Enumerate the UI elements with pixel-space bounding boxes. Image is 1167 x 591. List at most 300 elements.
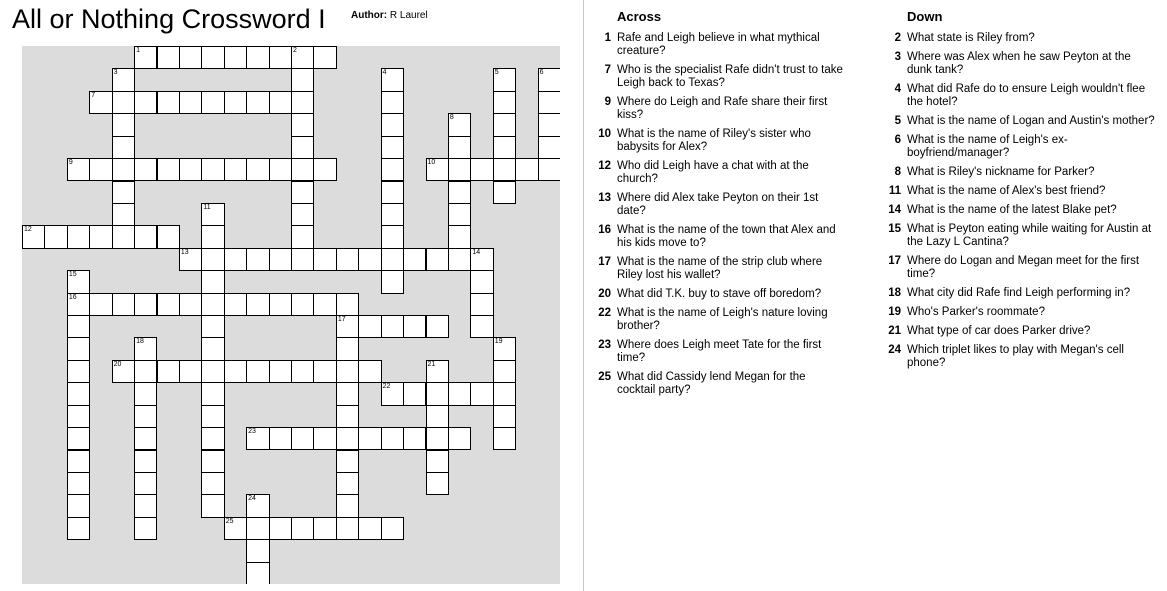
grid-cell[interactable] [246,360,269,383]
grid-cell[interactable] [269,158,292,181]
grid-cell[interactable] [201,427,224,450]
across-clue-13[interactable] [591,192,847,218]
clue-text: What type of car does Parker drive? [907,325,1091,337]
grid-cell[interactable] [515,158,538,181]
grid-cell[interactable] [493,136,516,159]
cell-number: 8 [449,114,454,122]
grid-cell[interactable] [358,427,381,450]
across-clue-7[interactable] [591,64,847,90]
grid-cell[interactable] [381,517,404,540]
cell-number: 23 [248,428,256,436]
grid-cell[interactable] [67,315,90,338]
grid-cell[interactable] [179,293,202,316]
across-clue-12[interactable] [591,160,847,186]
grid-cell[interactable] [67,158,90,181]
cell-number: 1 [136,47,140,54]
cell-number: 7 [91,91,96,99]
clue-number: 2 [894,32,901,44]
grid-cell[interactable] [358,248,381,271]
grid-cell[interactable] [538,136,560,159]
grid-cell[interactable] [448,248,471,271]
down-clue-list [881,32,1157,376]
grid-cell[interactable] [336,360,359,383]
grid-cell[interactable] [201,158,224,181]
grid-cell[interactable] [336,337,359,360]
grid-cell[interactable] [448,225,471,248]
grid-cell[interactable] [313,248,336,271]
clue-text: Where was Alex when he saw Peyton at the dunk tank? [907,51,1131,76]
clue-number: 4 [894,83,901,95]
down-clue-19[interactable] [881,306,1157,319]
grid-cell[interactable] [291,360,314,383]
grid-cell[interactable] [448,136,471,159]
grid-cell[interactable] [134,450,157,473]
grid-cell[interactable] [224,517,247,540]
grid-cell[interactable] [224,158,247,181]
grid-cell[interactable] [179,46,202,69]
grid-cell[interactable] [224,91,247,114]
grid-cell[interactable] [134,46,157,69]
grid-cell[interactable] [381,248,404,271]
grid-cell[interactable] [336,405,359,428]
grid-cell[interactable] [179,248,202,271]
clue-text: What did Rafe do to ensure Leigh wouldn't flee the hotel? [907,83,1146,108]
across-clue-1[interactable] [591,32,847,58]
across-heading: Across [617,9,662,24]
clue-text: Where did Alex take Peyton on their 1st date? [617,192,819,217]
puzzle-title: All or Nothing Crossword I [12,4,326,34]
grid-cell[interactable] [358,360,381,383]
grid-cell[interactable] [470,248,493,271]
grid-cell[interactable] [157,360,180,383]
clue-number: 12 [598,160,611,172]
clue-text: What is the name of Logan and Austin's mother? [907,115,1155,127]
grid-cell[interactable] [381,91,404,114]
grid-cell[interactable] [201,450,224,473]
grid-cell[interactable] [426,248,449,271]
grid-cell[interactable] [381,113,404,136]
clue-text: What is Peyton eating while waiting for Austin at the Lazy L Cantina? [907,223,1152,248]
across-clue-25[interactable] [591,371,847,397]
grid-cell[interactable] [381,270,404,293]
grid-cell[interactable] [336,427,359,450]
grid-cell[interactable] [313,293,336,316]
grid-cell[interactable] [157,225,180,248]
grid-cell[interactable] [269,360,292,383]
down-clue-15[interactable] [881,223,1157,249]
author-line [351,10,428,21]
grid-cell[interactable] [67,450,90,473]
grid-cell[interactable] [336,382,359,405]
grid-cell[interactable] [112,225,135,248]
clue-number: 13 [598,192,611,204]
across-clue-17[interactable] [591,256,847,282]
clue-text: What is the name of Leigh's nature loving brother? [617,307,828,332]
grid-cell[interactable] [269,517,292,540]
grid-cell[interactable] [448,158,471,181]
clue-number: 14 [888,204,901,216]
grid-cell[interactable] [381,136,404,159]
grid-cell[interactable] [381,427,404,450]
grid-cell[interactable] [179,158,202,181]
grid-cell[interactable] [157,46,180,69]
clue-number: 11 [888,185,901,197]
cell-number: 5 [494,69,499,77]
grid-cell[interactable] [470,270,493,293]
grid-cell[interactable] [426,382,449,405]
grid-cell[interactable] [381,382,404,405]
grid-cell[interactable] [201,248,224,271]
grid-cell[interactable] [112,68,135,91]
grid-cell[interactable] [224,360,247,383]
grid-cell[interactable] [448,181,471,204]
clue-text: What state is Riley from? [907,32,1035,44]
clue-text: Which triplet likes to play with Megan's cell phone? [907,344,1124,369]
grid-cell[interactable] [112,91,135,114]
across-clue-9[interactable] [591,96,847,122]
grid-cell[interactable] [470,158,493,181]
grid-cell[interactable] [336,472,359,495]
cell-number: 2 [293,47,297,54]
grid-cell[interactable] [112,158,135,181]
grid-cell[interactable] [291,517,314,540]
grid-cell[interactable] [22,225,45,248]
grid-cell[interactable] [493,337,516,360]
grid-cell[interactable] [493,427,516,450]
grid-cell[interactable] [67,472,90,495]
grid-cell[interactable] [179,360,202,383]
page-divider [583,0,584,591]
grid-cell[interactable] [224,293,247,316]
grid-cell[interactable] [493,181,516,204]
grid-cell[interactable] [224,248,247,271]
grid-cell[interactable] [112,113,135,136]
cell-number: 20 [113,360,122,368]
across-clue-20[interactable] [591,288,847,301]
grid-cell[interactable] [426,315,449,338]
grid-cell[interactable] [381,315,404,338]
cell-number: 25 [225,517,234,525]
clue-number: 1 [604,32,611,44]
cell-number: 6 [539,69,544,77]
grid-cell[interactable] [470,315,493,338]
grid-cell[interactable] [493,360,516,383]
grid-cell[interactable] [336,494,359,517]
down-heading: Down [907,9,943,24]
grid-cell[interactable] [112,293,135,316]
crossword-grid [22,46,560,584]
grid-cell[interactable] [67,225,90,248]
grid-cell[interactable] [179,91,202,114]
across-clue-22[interactable] [591,307,847,333]
grid-cell[interactable] [493,68,516,91]
grid-cell[interactable] [291,136,314,159]
author-label: Author: [351,10,388,21]
grid-cell[interactable] [246,517,269,540]
clue-number: 24 [888,344,901,356]
clue-number: 15 [888,223,901,235]
clue-text: Where do Logan and Megan meet for the first time? [907,255,1140,280]
grid-cell[interactable] [426,405,449,428]
cell-number: 3 [113,69,118,77]
down-clue-17[interactable] [881,255,1157,281]
grid-cell[interactable] [358,517,381,540]
grid-cell[interactable] [403,248,426,271]
grid-cell[interactable] [403,315,426,338]
grid-cell[interactable] [201,315,224,338]
grid-cell[interactable] [112,136,135,159]
grid-cell[interactable] [157,158,180,181]
clue-number: 17 [598,256,611,268]
grid-cell[interactable] [470,293,493,316]
grid-cell[interactable] [201,382,224,405]
grid-cell[interactable] [134,382,157,405]
grid-cell[interactable] [493,382,516,405]
grid-cell[interactable] [448,382,471,405]
grid-cell[interactable] [157,91,180,114]
grid-cell[interactable] [336,293,359,316]
grid-cell[interactable] [269,427,292,450]
clue-text: What did Cassidy lend Megan for the cocktail party? [617,371,806,396]
grid-cell[interactable] [381,203,404,226]
grid-cell[interactable] [381,225,404,248]
grid-cell[interactable] [134,337,157,360]
grid-cell[interactable] [426,450,449,473]
clue-text: What is the name of the town that Alex and his kids move to? [617,224,836,249]
clue-text: Who is the specialist Rafe didn't trust to take Leigh back to Texas? [617,64,843,89]
grid-cell[interactable] [246,91,269,114]
grid-cell[interactable] [291,91,314,114]
grid-cell[interactable] [426,360,449,383]
grid-cell[interactable] [291,68,314,91]
grid-cell[interactable] [201,472,224,495]
grid-cell[interactable] [224,46,247,69]
grid-cell[interactable] [134,360,157,383]
grid-cell[interactable] [246,427,269,450]
grid-cell[interactable] [201,293,224,316]
grid-cell[interactable] [134,405,157,428]
cell-number: 24 [248,495,256,503]
grid-cell[interactable] [246,494,269,517]
grid-cell[interactable] [157,293,180,316]
grid-cell[interactable] [291,427,314,450]
grid-cell[interactable] [538,113,560,136]
grid-cell[interactable] [134,427,157,450]
grid-cell[interactable] [67,270,90,293]
clue-text: Where does Leigh meet Tate for the first time? [617,339,822,364]
cell-number: 18 [136,338,144,346]
grid-cell[interactable] [358,315,381,338]
grid-cell[interactable] [291,203,314,226]
clue-number: 7 [604,64,611,76]
grid-cell[interactable] [201,270,224,293]
grid-cell[interactable] [313,517,336,540]
grid-cell[interactable] [201,225,224,248]
grid-cell[interactable] [291,113,314,136]
grid-cell[interactable] [448,203,471,226]
clue-number: 19 [888,306,901,318]
grid-cell[interactable] [67,293,90,316]
cell-number: 4 [382,69,387,77]
clue-number: 20 [598,288,611,300]
grid-cell[interactable] [470,382,493,405]
down-clue-18[interactable] [881,287,1157,300]
grid-cell[interactable] [426,158,449,181]
grid-cell[interactable] [201,337,224,360]
across-clue-10[interactable] [591,128,847,154]
down-clue-6[interactable] [881,134,1157,160]
grid-cell[interactable] [269,91,292,114]
cell-number: 10 [427,159,436,167]
grid-cell[interactable] [493,405,516,428]
grid-cell[interactable] [448,113,471,136]
cell-number: 14 [472,248,481,256]
grid-cell[interactable] [538,158,560,181]
grid-cell[interactable] [269,248,292,271]
grid-cell[interactable] [112,203,135,226]
cell-number: 11 [203,203,211,211]
cell-number: 12 [24,226,32,234]
grid-cell[interactable] [336,517,359,540]
clue-text: What is the name of Riley's sister who babysits for Alex? [617,128,811,153]
cell-number: 15 [68,271,77,279]
clue-number: 10 [598,128,611,140]
clue-text: Rafe and Leigh believe in what mythical creature? [617,32,820,57]
grid-cell[interactable] [89,225,112,248]
grid-cell[interactable] [201,494,224,517]
grid-cell[interactable] [313,46,336,69]
cell-number: 16 [68,293,77,301]
grid-cell[interactable] [291,158,314,181]
grid-cell[interactable] [67,494,90,517]
cell-number: 21 [427,360,436,368]
grid-cell[interactable] [134,225,157,248]
grid-cell[interactable] [336,248,359,271]
grid-cell[interactable] [381,181,404,204]
clue-text: What did T.K. buy to stave off boredom? [617,288,822,300]
grid-cell[interactable] [381,158,404,181]
grid-cell[interactable] [381,68,404,91]
grid-cell[interactable] [426,427,449,450]
down-clue-24[interactable] [881,344,1157,370]
grid-cell[interactable] [291,293,314,316]
grid-cell[interactable] [67,360,90,383]
grid-cell[interactable] [134,517,157,540]
grid-cell[interactable] [313,360,336,383]
grid-cell[interactable] [403,382,426,405]
grid-cell[interactable] [201,46,224,69]
grid-cell[interactable] [67,427,90,450]
clue-number: 21 [888,325,901,337]
grid-cell[interactable] [291,46,314,69]
down-clue-3[interactable] [881,51,1157,77]
clue-number: 23 [598,339,611,351]
clue-text: What is the name of the strip club where Riley lost his wallet? [617,256,823,281]
grid-cell[interactable] [426,472,449,495]
grid-cell[interactable] [134,494,157,517]
grid-cell[interactable] [134,158,157,181]
clue-number: 6 [894,134,901,146]
grid-cell[interactable] [493,113,516,136]
grid-cell[interactable] [269,46,292,69]
down-clue-4[interactable] [881,83,1157,109]
grid-cell[interactable] [201,360,224,383]
down-clue-21[interactable] [881,325,1157,338]
grid-cell[interactable] [291,181,314,204]
grid-cell[interactable] [134,293,157,316]
grid-cell[interactable] [403,427,426,450]
down-clue-2[interactable] [881,32,1157,45]
grid-cell[interactable] [201,203,224,226]
clue-text: What is the name of Alex's best friend? [907,185,1106,197]
grid-cell[interactable] [313,158,336,181]
grid-cell[interactable] [89,293,112,316]
across-clue-16[interactable] [591,224,847,250]
grid-cell[interactable] [336,315,359,338]
grid-cell[interactable] [246,46,269,69]
grid-cell[interactable] [493,158,516,181]
clue-number: 9 [604,96,611,108]
grid-cell[interactable] [201,91,224,114]
grid-cell[interactable] [538,68,560,91]
clue-text: What is Riley's nickname for Parker? [907,166,1095,178]
clue-text: What is the name of Leigh's ex-boyfriend/manager? [907,134,1068,159]
grid-cell[interactable] [112,360,135,383]
grid-cell[interactable] [134,472,157,495]
down-clue-14[interactable] [881,204,1157,217]
author-name: R Laurel [389,10,428,21]
grid-cell[interactable] [112,181,135,204]
cell-number: 13 [180,248,189,256]
grid-cell[interactable] [44,225,67,248]
grid-cell[interactable] [246,562,269,584]
grid-cell[interactable] [89,91,112,114]
clue-number: 5 [894,115,901,127]
grid-cell[interactable] [538,91,560,114]
down-clue-11[interactable] [881,185,1157,198]
grid-cell[interactable] [67,405,90,428]
clue-number: 16 [598,224,611,236]
grid-cell[interactable] [269,293,292,316]
grid-cell[interactable] [67,517,90,540]
grid-cell[interactable] [201,405,224,428]
clue-number: 8 [894,166,901,178]
grid-cell[interactable] [336,450,359,473]
cell-number: 17 [337,316,346,323]
grid-cell[interactable] [246,293,269,316]
grid-cell[interactable] [291,225,314,248]
grid-cell[interactable] [89,158,112,181]
grid-cell[interactable] [67,337,90,360]
grid-cell[interactable] [493,91,516,114]
clue-number: 22 [598,307,611,319]
cell-number: 9 [68,159,73,167]
grid-cell[interactable] [246,539,269,562]
clue-number: 17 [888,255,901,267]
cell-number: 19 [494,338,503,346]
clue-number: 25 [598,371,611,383]
grid-cell[interactable] [246,248,269,271]
grid-cell[interactable] [134,91,157,114]
grid-cell[interactable] [313,427,336,450]
across-clue-23[interactable] [591,339,847,365]
down-clue-5[interactable] [881,115,1157,128]
grid-cell[interactable] [291,248,314,271]
grid-cell[interactable] [448,427,471,450]
grid-cell[interactable] [67,382,90,405]
down-clue-8[interactable] [881,166,1157,179]
grid-cell[interactable] [246,158,269,181]
